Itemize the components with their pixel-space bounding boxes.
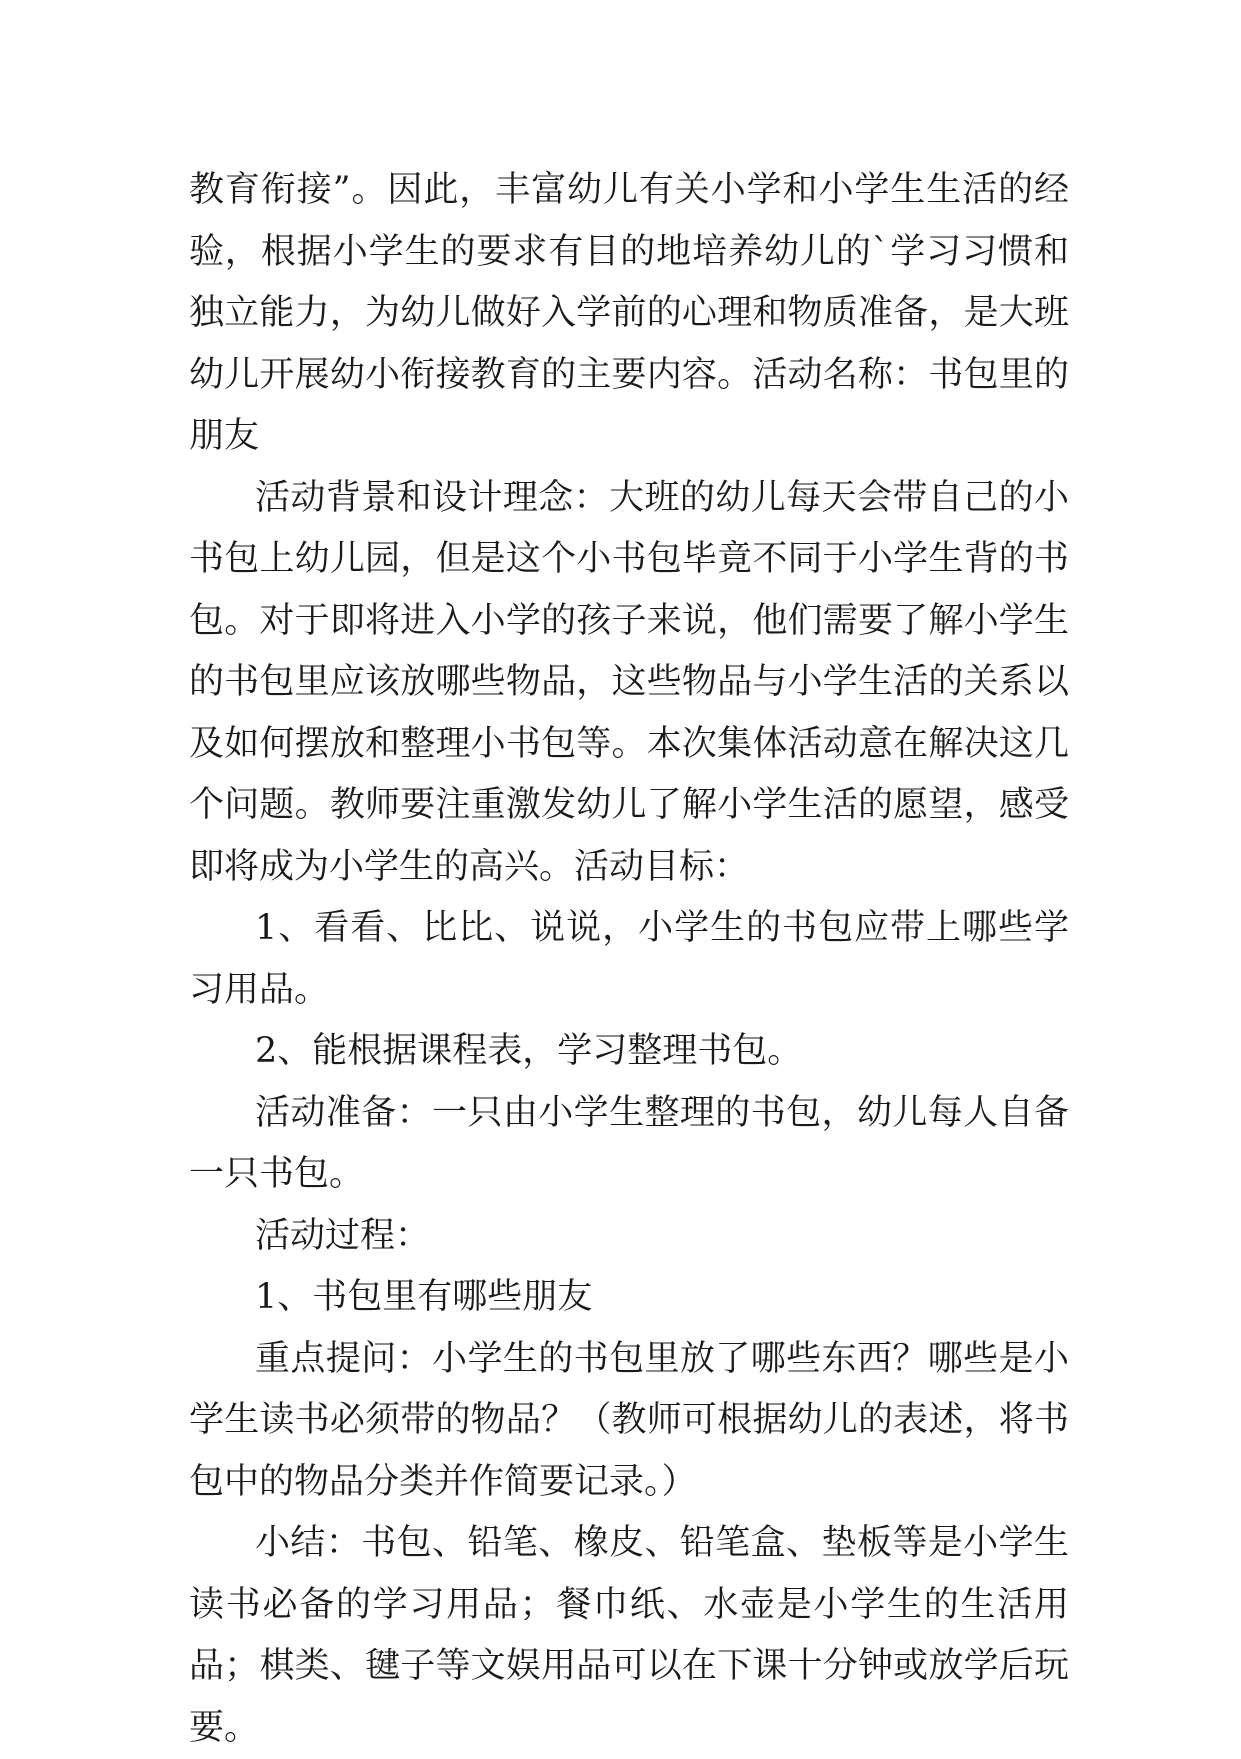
paragraph-background: 活动背景和设计理念：大班的幼儿每天会带自己的小书包上幼儿园，但是这个小书包毕竟不同于小学生背的书包。对于即将进入小学的孩子来说，他们需要了解小学生的书包里应该放哪些物品，这些物品与小学生活的关系以及如何摆放和整理小书包等。本次集体活动意在解决这几个问题。教师要注重激发幼儿了解小学生活的愿望，感受即将成为小学生的高兴。活动目标： xyxy=(189,477,1069,887)
document-body xyxy=(189,160,1069,1759)
paragraph-step-1: 1、书包里有哪些朋友 xyxy=(255,1277,593,1317)
paragraph-preparation: 活动准备：一只由小学生整理的书包，幼儿每人自备一只书包。 xyxy=(189,1092,1069,1194)
paragraph-key-question: 重点提问：小学生的书包里放了哪些东西？哪些是小学生读书必须带的物品？（教师可根据幼儿的表述，将书包中的物品分类并作简要记录。） xyxy=(189,1338,1069,1502)
paragraph-goal-2: 2、能根据课程表，学习整理书包。 xyxy=(255,1031,803,1071)
paragraph-summary: 小结：书包、铅笔、橡皮、铅笔盒、垫板等是小学生读书必备的学习用品；餐巾纸、水壶是小学生的生活用品；棋类、毽子等文娱用品可以在下课十分钟或放学后玩要。 xyxy=(189,1523,1069,1748)
paragraph-process-heading: 活动过程： xyxy=(255,1215,431,1256)
paragraph-continued-intro: 教育衔接”。因此，丰富幼儿有关小学和小学生生活的经验，根据小学生的要求有目的地培养幼儿的`学习习惯和独立能力，为幼儿做好入学前的心理和物质准备，是大班幼儿开展幼小衔接教育的主要内容。活动名称：书包里的朋友 xyxy=(189,170,1069,456)
paragraph-goal-1: 1、看看、比比、说说，小学生的书包应带上哪些学习用品。 xyxy=(189,908,1069,1010)
